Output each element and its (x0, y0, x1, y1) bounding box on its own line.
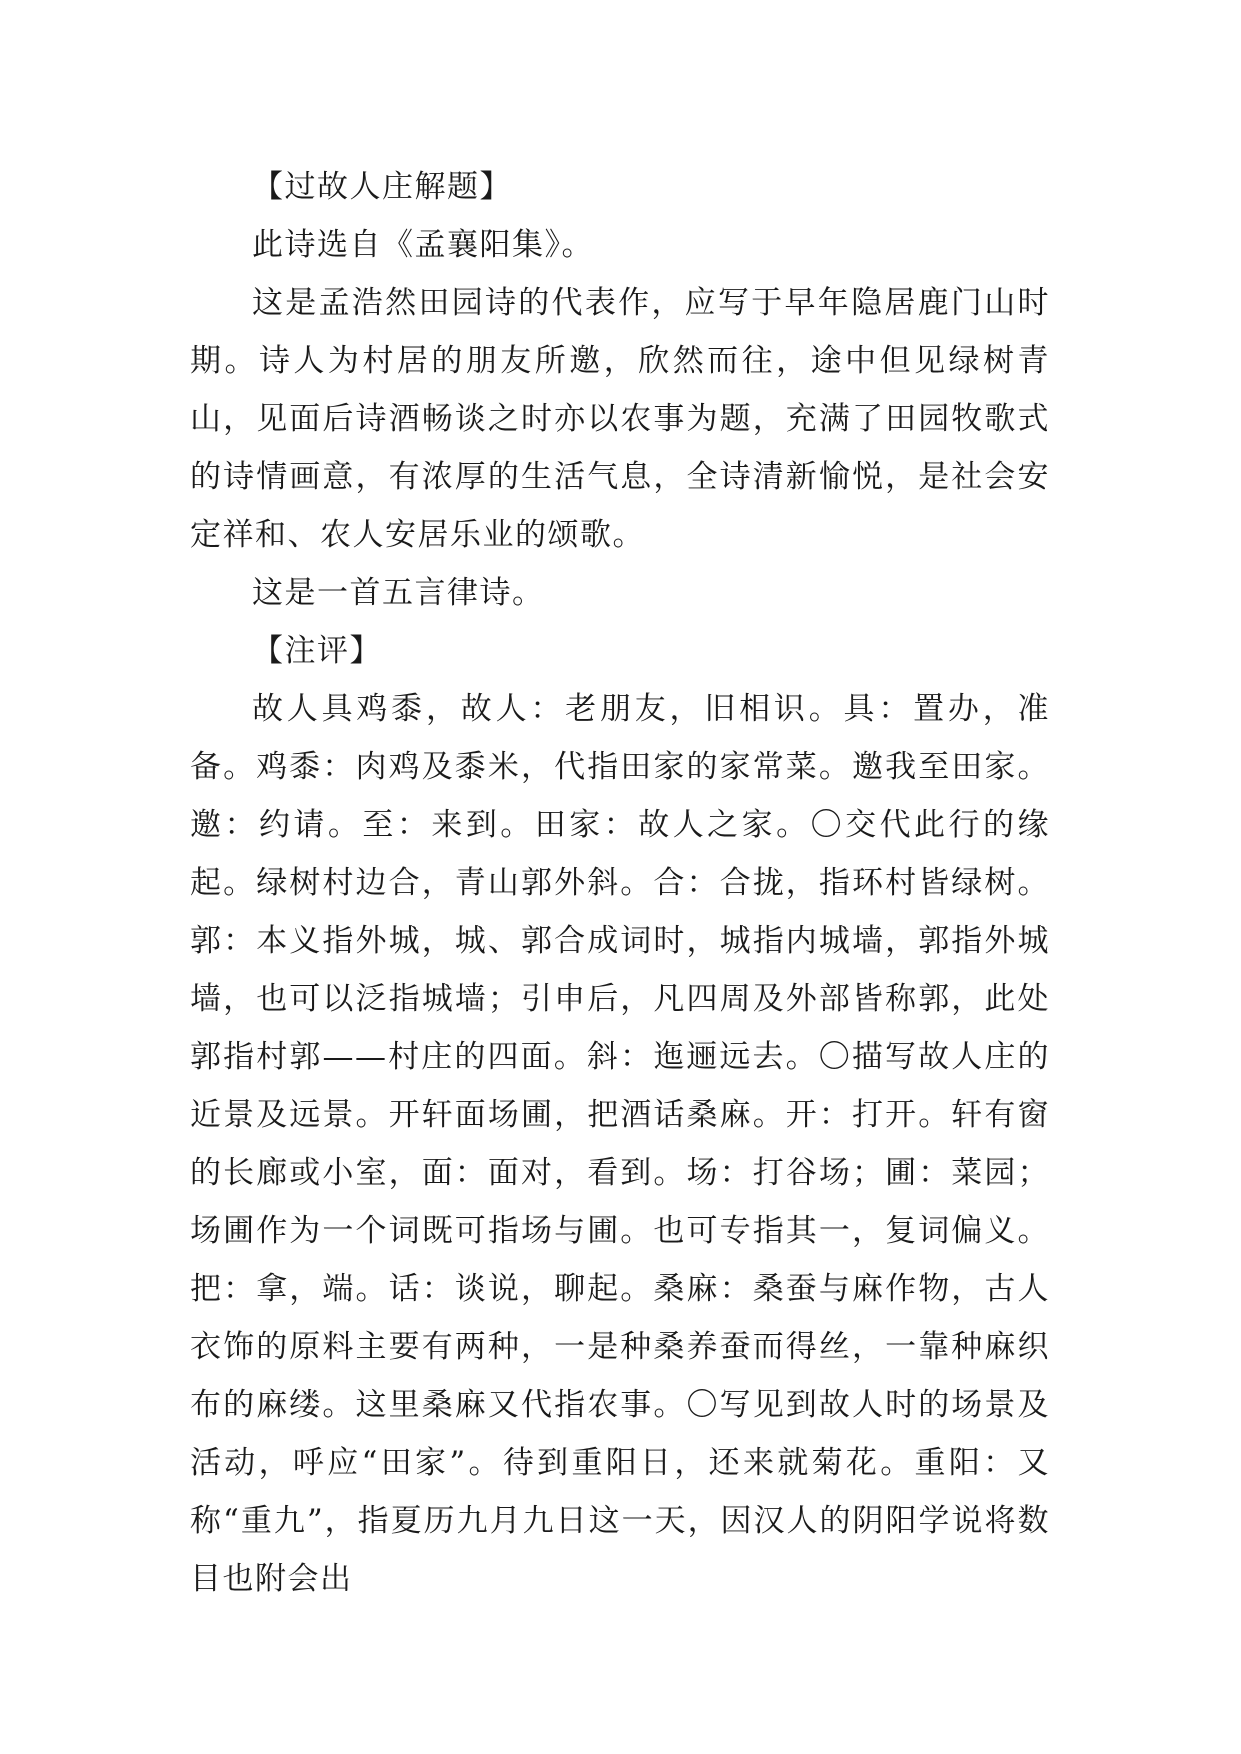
paragraph-annotations: 故人具鸡黍，故人：老朋友，旧相识。具：置办，准备。鸡黍：肉鸡及黍米，代指田家的家常菜。邀我至田家。邀：约请。至：来到。田家：故人之家。〇交代此行的缘起。绿树村边合，青山郭外斜。合：合拢，指环村皆绿树。郭：本义指外城，城、郭合成词时，城指内城墙，郭指外城墙，也可以泛指城墙；引申后，凡四周及外部皆称郭，此处郭指村郭——村庄的四面。斜：迤逦远去。〇描写故人庄的近景及远景。开轩面场圃，把酒话桑麻。开：打开。轩有窗的长廊或小室，面：面对，看到。场：打谷场；圃：菜园；场圃作为一个词既可指场与圃。也可专指其一，复词偏义。把：拿，端。话：谈说，聊起。桑麻：桑蚕与麻作物，古人衣饰的原料主要有两种，一是种桑养蚕而得丝，一靠种麻织布的麻缕。这里桑麻又代指农事。〇写见到故人时的场景及活动，呼应“田家”。待到重阳日，还来就菊花。重阳：又称“重九”，指夏历九月九日这一天，因汉人的阴阳学说将数目也附会出 (190, 691, 1050, 1597)
paragraph-source: 此诗选自《孟襄阳集》。 (252, 227, 594, 263)
section-heading-title: 【过故人庄解题】 (252, 169, 512, 205)
paragraph-form: 这是一首五言律诗。 (252, 575, 545, 611)
document-body (190, 158, 1050, 1608)
paragraph-background: 这是孟浩然田园诗的代表作，应写于早年隐居鹿门山时期。诗人为村居的朋友所邀，欣然而往，途中但见绿树青山，见面后诗酒畅谈之时亦以农事为题，充满了田园牧歌式的诗情画意，有浓厚的生活气息，全诗清新愉悦，是社会安定祥和、农人安居乐业的颂歌。 (190, 285, 1050, 553)
section-heading-notes: 【注评】 (252, 633, 382, 669)
